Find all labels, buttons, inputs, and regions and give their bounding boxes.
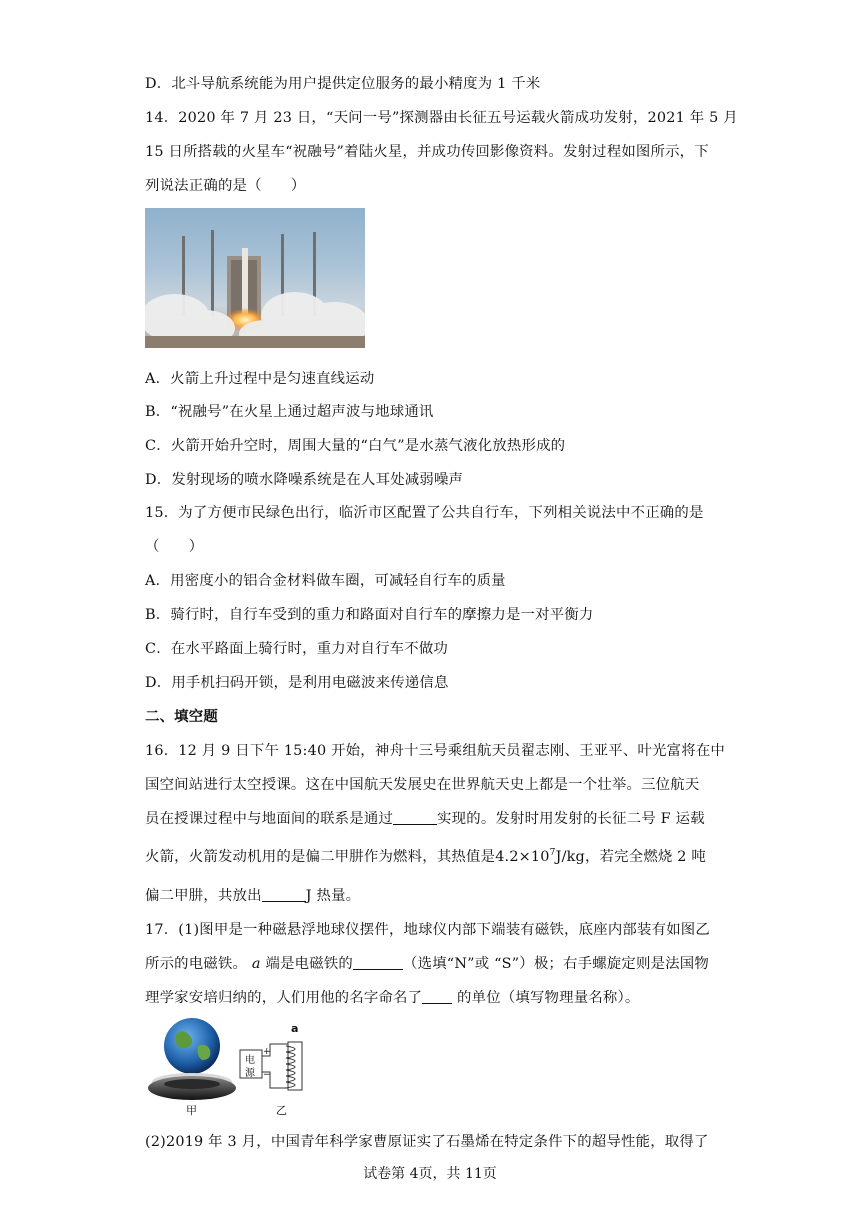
plus-sign: + bbox=[263, 1047, 271, 1057]
q14-option-b: B．“祝融号”在火星上通过超声波与地球通讯 bbox=[145, 404, 434, 420]
q16-stem-line3 bbox=[145, 807, 705, 828]
q15-stem-line1: 15．为了方便市民绿色出行，临沂市区配置了公共自行车，下列相关说法中不正确的是 bbox=[145, 505, 704, 521]
q16-stem-line4 bbox=[145, 845, 706, 866]
maglev-globe-figure bbox=[146, 1016, 238, 1116]
q15-option-d: D．用手机扫码开锁，是利用电磁波来传递信息 bbox=[145, 675, 449, 691]
page-footer: 试卷第 4页，共 11页 bbox=[363, 1166, 497, 1182]
q16-line4-text-b: ，若完全燃烧 2 吨 bbox=[584, 849, 706, 865]
q17-stem-line2 bbox=[145, 952, 709, 973]
heat-value-unit: J/kg bbox=[555, 849, 585, 865]
variable-a: a bbox=[251, 956, 261, 972]
q16-blank-2[interactable] bbox=[262, 887, 306, 902]
q17-line2-text-c: （选填“N”或 “S”）极；右手螺旋定则是法国物 bbox=[403, 956, 709, 972]
q16-stem-line2: 国空间站进行太空授课。这在中国航天发展史在世界航天史上都是一个壮举。三位航天 bbox=[145, 777, 700, 793]
q16-blank-1[interactable] bbox=[393, 810, 437, 825]
q15-option-c: C．在水平路面上骑行时，重力对自行车不做功 bbox=[145, 641, 449, 657]
rocket-launch-photo bbox=[145, 208, 365, 348]
q17-line2-text-b: 端是电磁铁的 bbox=[260, 956, 354, 972]
q16-stem-line5 bbox=[145, 884, 360, 905]
section-title-fill-in: 二、填空题 bbox=[145, 709, 218, 725]
q14-stem-line1: 14．2020 年 7 月 23 日，“天问一号”探测器由长征五号运载火箭成功发射，2021 年 5 月 bbox=[145, 110, 738, 126]
q17-line3-text-a: 理学家安培归纳的，人们用他的名字命名了 bbox=[145, 990, 423, 1006]
q14-option-a: A．火箭上升过程中是匀速直线运动 bbox=[145, 371, 375, 387]
minus-sign: − bbox=[263, 1070, 271, 1080]
power-source-label-1: 电 bbox=[245, 1055, 255, 1066]
heat-value-exponent: 7 bbox=[549, 848, 556, 859]
heat-value bbox=[495, 849, 585, 865]
q16-line4-text-a: 火箭，火箭发动机用的是偏二甲肼作为燃料，其热值是 bbox=[145, 849, 496, 865]
q13-option-d: D．北斗导航系统能为用户提供定位服务的最小精度为 1 千米 bbox=[145, 76, 541, 92]
q17-part2-line1: (2)2019 年 3 月，中国青年科学家曹原证实了石墨烯在特定条件下的超导性能，取得了 bbox=[145, 1134, 709, 1150]
caption-yi: 乙 bbox=[276, 1104, 287, 1117]
electromagnet-circuit-figure bbox=[236, 1020, 316, 1120]
q14-option-c: C．火箭开始升空时，周围大量的“白气”是水蒸气液化放热形成的 bbox=[145, 438, 566, 454]
q17-blank-1[interactable] bbox=[353, 955, 403, 970]
power-source-label-2: 源 bbox=[245, 1068, 255, 1079]
q17-blank-2[interactable] bbox=[422, 989, 452, 1004]
q16-stem-line1: 16．12 月 9 日下午 15:40 开始，神舟十三号乘组航天员翟志刚、王亚平、叶光富将在中 bbox=[145, 743, 726, 759]
q14-option-d: D．发射现场的喷水降噪系统是在人耳处减弱噪声 bbox=[145, 472, 464, 488]
heat-value-base: 4.2×10 bbox=[495, 849, 550, 865]
q16-line5-text-b: J 热量。 bbox=[305, 888, 361, 904]
q16-line3-text-b: 实现的。发射时用发射的长征二号 F 运载 bbox=[437, 811, 705, 827]
label-a: a bbox=[291, 1022, 299, 1035]
q17-line3-text-b: 的单位（填写物理量名称）。 bbox=[452, 990, 640, 1006]
q17-stem-line3 bbox=[145, 986, 640, 1007]
caption-jia: 甲 bbox=[186, 1104, 197, 1117]
q16-line3-text-a: 员在授课过程中与地面间的联系是通过 bbox=[145, 811, 394, 827]
q15-option-a: A．用密度小的铝合金材料做车圈，可减轻自行车的质量 bbox=[145, 573, 506, 589]
q14-stem-line2: 15 日所搭载的火星车“祝融号”着陆火星，并成功传回影像资料。发射过程如图所示，下 bbox=[145, 144, 709, 160]
q15-option-b: B．骑行时，自行车受到的重力和路面对自行车的摩擦力是一对平衡力 bbox=[145, 607, 594, 623]
q17-stem-line1: 17．(1)图甲是一种磁悬浮地球仪摆件，地球仪内部下端装有磁铁，底座内部装有如图乙 bbox=[145, 922, 710, 938]
q17-line2-text-a: 所示的电磁铁。 bbox=[145, 956, 252, 972]
q14-stem-line3: 列说法正确的是（ ） bbox=[145, 178, 306, 194]
q16-line5-text-a: 偏二甲肼，共放出 bbox=[145, 888, 262, 904]
q15-stem-line2: （ ） bbox=[145, 539, 204, 555]
